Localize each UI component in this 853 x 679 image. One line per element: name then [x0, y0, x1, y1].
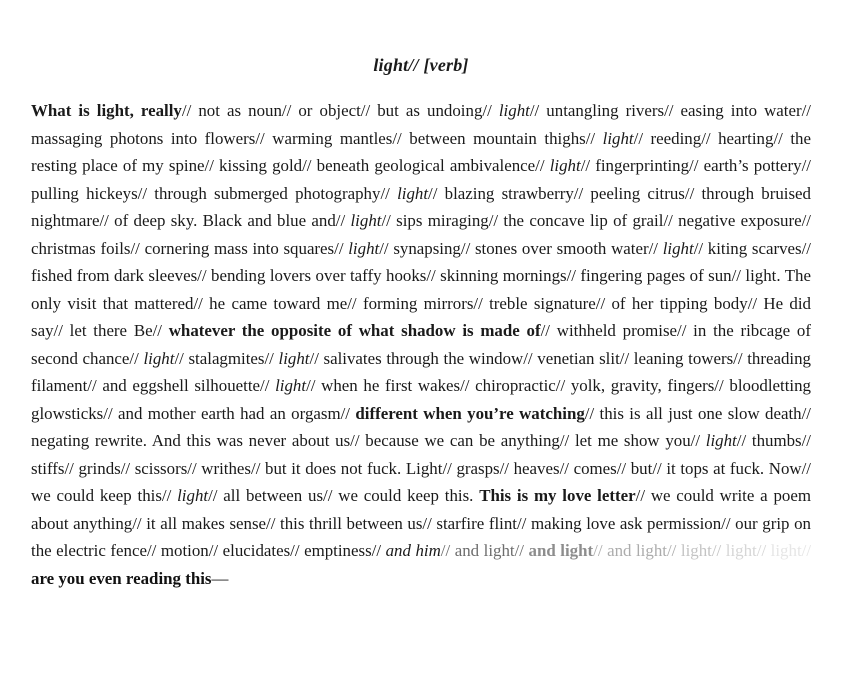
poem-text: // reeding// hearting// the resting place of my spine// kissing gold// beneath geological ambivalence//: [31, 128, 812, 175]
poem-text: // thumbs// stiffs// grinds// scissors// writhes// but it does not fuck. Light// grasps// heaves// comes// but// it tops at fuck. Now// we could keep this//: [31, 431, 812, 505]
poem-text: —: [211, 568, 229, 588]
fading-text: light//: [725, 541, 771, 560]
bold-phrase: whatever the opposite of what shadow is made of: [168, 321, 541, 340]
poem-text: // when he first wakes// chiropractic// yolk, gravity, fingers// bloodletting glowsticks// and mother earth had an orgasm//: [31, 376, 812, 423]
fading-text: light//: [770, 541, 812, 560]
italic-word: light: [397, 183, 429, 203]
bold-phrase: are you even reading this: [31, 568, 212, 588]
italic-word: light: [498, 101, 530, 120]
poem-text: // not as noun// or object// but as undoing//: [181, 101, 499, 120]
poem-text: // we could write a poem about anything// it all makes sense// this thrill between us// starfire flint// making love ask permission// our grip on the electric fence// motion// elucidates// emptiness//: [31, 486, 811, 560]
italic-word: light: [549, 156, 581, 175]
poem-title: light// [verb]: [373, 55, 469, 75]
fading-bold-text: and light: [528, 541, 594, 560]
fading-text: // and light//: [593, 541, 681, 560]
italic-word: light: [143, 348, 175, 368]
italic-word: light: [350, 211, 382, 230]
italic-word: light: [275, 376, 307, 395]
poem-text: // all between us// we could keep this.: [208, 486, 480, 505]
poem-text: // this is all just one slow death// negating rewrite. And this was never about us// because we can be anything// let me show you//: [31, 403, 811, 450]
poem-text: // fingerprinting// earth’s pottery// pulling hickeys// through submerged photography//: [31, 156, 811, 203]
bold-phrase: different when you’re watching: [355, 403, 585, 423]
poem-body: [31, 97, 811, 592]
poem-text: // sips miraging// the concave lip of grail// negative exposure// christmas foils// cornering mass into squares//: [31, 211, 812, 258]
italic-word: light: [278, 348, 310, 368]
poem-text: // blazing strawberry// peeling citrus// through bruised nightmare// of deep sky. Black and blue and//: [31, 183, 811, 230]
italic-word: and him: [385, 541, 441, 560]
poem-text: // synapsing// stones over smooth water//: [379, 238, 663, 258]
bold-phrase: This is my love letter: [479, 486, 636, 505]
italic-word: light: [705, 431, 737, 450]
bold-phrase: What is light, really: [31, 101, 182, 120]
poem-text: // kiting scarves// fished from dark sleeves// bending lovers over taffy hooks// skinning mornings// fingering pages of sun// light. The only visit that mattered// he came toward me// forming mirrors// treble signature// of her tipping body// He did say// let there Be//: [31, 238, 812, 340]
italic-word: light: [662, 238, 694, 258]
poem-text: // withheld promise// in the ribcage of second chance//: [31, 321, 811, 368]
italic-word: light: [602, 128, 634, 148]
poem-text: // stalagmites//: [174, 348, 279, 368]
poem-text: // untangling rivers// easing into water// massaging photons into flowers// warming mantles// between mountain thighs//: [31, 101, 811, 148]
italic-word: light: [348, 238, 380, 258]
fading-text: // and light//: [440, 541, 529, 560]
italic-word: light: [177, 486, 209, 505]
poem-text: // salivates through the window// venetian slit// leaning towers// threading filament// and eggshell silhouette//: [31, 348, 811, 395]
fading-text: light//: [680, 541, 726, 560]
